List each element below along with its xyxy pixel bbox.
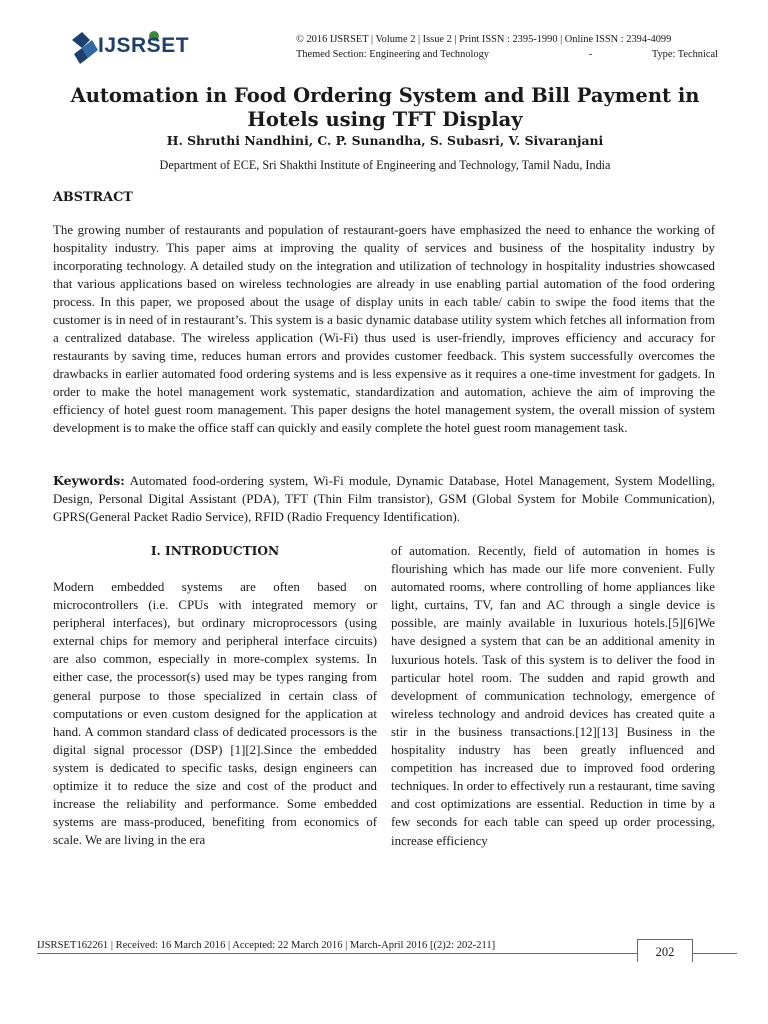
paper-title: Automation in Food Ordering System and Bill Payment in Hotels using TFT Display [70, 84, 700, 131]
introduction-right-column: of automation. Recently, field of automation in homes is flourishing which has made our life more convenient. Fully automated rooms, where controlling of home appliances like light, curtains, TV, fan and AC through a single device is possible, are mainly available in luxurious hotels.[5][6]We have designed a system that can be an additional amenity in luxurious hotels. Task of this system is to deliver the food in particular hotel room. The sudden and rapid growth and development of communication technology, emergence of wireless technology and android devices has created quite a stir in the business transactions.[12][13] Business in the hospitality industry has been greatly influenced and competition has increased due to improved food ordering techniques. In order to effectively run a restaurant, time saving and cost optimizations are essential. Reduction in time by a few seconds for each table can speed up order processing, increase efficiency [391, 544, 715, 848]
authors: H. Shruthi Nandhini, C. P. Sunandha, S. Subasri, V. Sivaranjani [166, 133, 604, 148]
abstract-text: The growing number of restaurants and population of restaurant-goers have emphasized the need to enhance the working of hospitality industry. This paper aims at improving the quality of services and business of the hospitality industry by incorporating technology. A detailed study on the integration and utilization of technology in hospitality industries showcased that various applications based on wireless technologies are already in use enabling partial automation of the food ordering process. In this paper, we proposed about the usage of display units in each table/ cabin to swipe the food items that the customer is in need of in restaurant’s. This system is a basic dynamic database utility system which fetches all information from a centralized database. The wireless application (Wi-Fi) thus used is user-friendly, improves efficiency and accuracy for restaurants by saving time, reduces human errors and provides customer feedback. This system successfully overcomes the drawbacks in earlier automated food ordering systems and is less expensive as it requires a one-time investment for gadgets. In order to make the hotel management work systematic, standardization and automation, achieve the aim of improving the efficiency of hotel guest room management. This paper designs the hotel management system, the overall mission of system development is to make the office staff can quickly and easily complete the hotel guest room management task. [53, 223, 715, 435]
introduction-heading: I. INTRODUCTION [150, 544, 280, 558]
paper-type: Type: Technical [651, 49, 718, 60]
keywords-label: Keywords: [53, 473, 125, 488]
header-separator: - [588, 49, 593, 60]
copyright-line: © 2016 IJSRSET | Volume 2 | Issue 2 | Print ISSN : 2395-1990 | Online ISSN : 2394-4099 [296, 34, 672, 45]
page-number: 202 [637, 939, 693, 962]
section-line [296, 48, 718, 62]
footer-citation: IJSRSET162261 | Received: 16 March 2016 | Accepted: 22 March 2016 | March-April 2016 [(2)2: 202-211] [37, 940, 496, 951]
abstract-heading: ABSTRACT [53, 190, 133, 205]
keywords [53, 472, 715, 526]
introduction-left-column: Modern embedded systems are often based on microcontrollers (i.e. CPUs with integrated memory or peripheral interfaces), but ordinary microprocessors (using external chips for memory and peripheral interface circuits) are also common, especially in more-complex systems. In either case, the processor(s) used may be types ranging from general purpose to those specialized in certain class of computations or even custom designed for the application at hand. A common standard class of dedicated processors is the digital signal processor (DSP) [1][2].Since the embedded system is dedicated to specific tasks, design engineers can optimize it to reduce the size and cost of the product and increase the reliability and performance. Some embedded systems are mass-produced, benefiting from economics of scale. We are living in the era [53, 580, 377, 848]
footer-rule [37, 953, 737, 954]
themed-section: Themed Section: Engineering and Technology [296, 49, 489, 60]
affiliation: Department of ECE, Sri Shakthi Institute of Engineering and Technology, Tamil Nadu, India [159, 158, 611, 172]
keywords-text: Automated food-ordering system, Wi-Fi module, Dynamic Database, Hotel Management, System Modelling, Design, Personal Digital Assistant (PDA), TFT (Thin Film transistor), GSM (Global System for Mobile Communication), GPRS(General Packet Radio Service), RFID (Radio Frequency Identification). [53, 474, 715, 524]
logo-text: IJSRSET [98, 34, 190, 57]
